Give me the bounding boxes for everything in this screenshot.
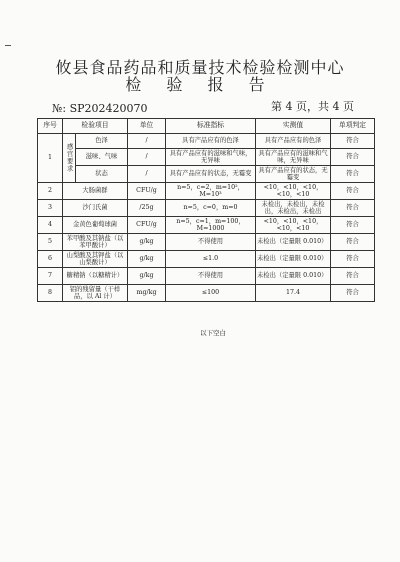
row-result: 符合 xyxy=(331,217,375,234)
row-item: 苯甲酸及其钠盐（以苯甲酸计） xyxy=(63,234,128,251)
row-standard: 不得使用 xyxy=(166,268,256,285)
row-value: 具有产品应有的滋味和气味，无异味 xyxy=(256,149,331,166)
header-unit: 单位 xyxy=(128,119,166,134)
row-value: 17.4 xyxy=(256,285,331,302)
row-result: 符合 xyxy=(331,285,375,302)
row-result: 符合 xyxy=(331,149,375,166)
table-row xyxy=(38,183,375,200)
row-result: 符合 xyxy=(331,268,375,285)
row-no: 2 xyxy=(38,183,63,200)
report-number: №: SP202420070 xyxy=(52,102,148,115)
sensory-label: 感官要求 xyxy=(63,134,76,183)
row-item: 滋味、气味 xyxy=(76,149,128,166)
row-no: 3 xyxy=(38,200,63,217)
row-standard: 不得使用 xyxy=(166,234,256,251)
row-value: 具有产品应有的色泽 xyxy=(256,134,331,149)
table-row xyxy=(38,234,375,251)
row-item: 糖精钠（以糖精计） xyxy=(63,268,128,285)
header-value: 实测值 xyxy=(256,119,331,134)
row-unit: / xyxy=(128,134,166,149)
header-item: 检验项目 xyxy=(63,119,128,134)
row-item: 大肠菌群 xyxy=(63,183,128,200)
row-standard: 具有产品应有的滋味和气味，无异味 xyxy=(166,149,256,166)
row-no: 4 xyxy=(38,217,63,234)
row-value: 具有产品应有的状态，无霉变 xyxy=(256,166,331,183)
row-no: 1 xyxy=(38,134,63,183)
row-standard: 具有产品应有的色泽 xyxy=(166,134,256,149)
row-no: 8 xyxy=(38,285,63,302)
row-unit: g/kg xyxy=(128,234,166,251)
header-standard: 标准指标 xyxy=(166,119,256,134)
table-row xyxy=(38,285,375,302)
row-item: 色泽 xyxy=(76,134,128,149)
row-item: 山梨酸及其钾盐（以山梨酸计） xyxy=(63,251,128,268)
row-result: 符合 xyxy=(331,183,375,200)
row-standard: 具有产品应有的状态，无霉变 xyxy=(166,166,256,183)
row-value: <10，<10，<10，<10，<10 xyxy=(256,183,331,200)
header-no: 序号 xyxy=(38,119,63,134)
row-result: 符合 xyxy=(331,166,375,183)
row-value: 未检出（定量限 0.010） xyxy=(256,268,331,285)
row-unit: / xyxy=(128,149,166,166)
organization-title: 攸县食品药品和质量技术检验检测中心 xyxy=(55,58,345,77)
row-value: 未检出（定量限 0.010） xyxy=(256,251,331,268)
row-no: 7 xyxy=(38,268,63,285)
row-result: 符合 xyxy=(331,234,375,251)
table-row xyxy=(38,251,375,268)
row-unit: g/kg xyxy=(128,251,166,268)
table-row xyxy=(38,200,375,217)
page-indicator: 第 4 页，共 4 页 xyxy=(271,100,354,113)
row-standard: n=5，c=1，m=100，M=1000 xyxy=(166,217,256,234)
inspection-table xyxy=(37,118,375,302)
report-title: 检 验 报 告 xyxy=(125,75,275,94)
row-no: 5 xyxy=(38,234,63,251)
row-item: 沙门氏菌 xyxy=(63,200,128,217)
row-unit: mg/kg xyxy=(128,285,166,302)
blank-below-note: 以下空白 xyxy=(200,329,226,337)
table-row xyxy=(38,149,375,166)
row-value: 未检出，未检出，未检出，未检出，未检出 xyxy=(256,200,331,217)
row-item: 金黄色葡萄球菌 xyxy=(63,217,128,234)
row-standard: n=5，c=2，m=10²，M=10³ xyxy=(166,183,256,200)
row-unit: g/kg xyxy=(128,268,166,285)
row-item: 铝的残留量（干样品，以 Al 计） xyxy=(63,285,128,302)
row-standard: ≤100 xyxy=(166,285,256,302)
row-standard: n=5，c=0，m=0 xyxy=(166,200,256,217)
row-value: 未检出（定量限 0.010） xyxy=(256,234,331,251)
table-row xyxy=(38,166,375,183)
table-row xyxy=(38,217,375,234)
row-result: 符合 xyxy=(331,200,375,217)
row-item: 状态 xyxy=(76,166,128,183)
row-unit: CFU/g xyxy=(128,217,166,234)
row-unit: /25g xyxy=(128,200,166,217)
margin-mark xyxy=(5,45,11,46)
row-no: 6 xyxy=(38,251,63,268)
row-unit: / xyxy=(128,166,166,183)
row-unit: CFU/g xyxy=(128,183,166,200)
row-result: 符合 xyxy=(331,134,375,149)
table-row xyxy=(38,268,375,285)
table-row xyxy=(38,134,375,149)
row-result: 符合 xyxy=(331,251,375,268)
row-value: <10，<10，<10，<10，<10 xyxy=(256,217,331,234)
header-result: 单项判定 xyxy=(331,119,375,134)
table-header-row xyxy=(38,119,375,134)
row-standard: ≤1.0 xyxy=(166,251,256,268)
